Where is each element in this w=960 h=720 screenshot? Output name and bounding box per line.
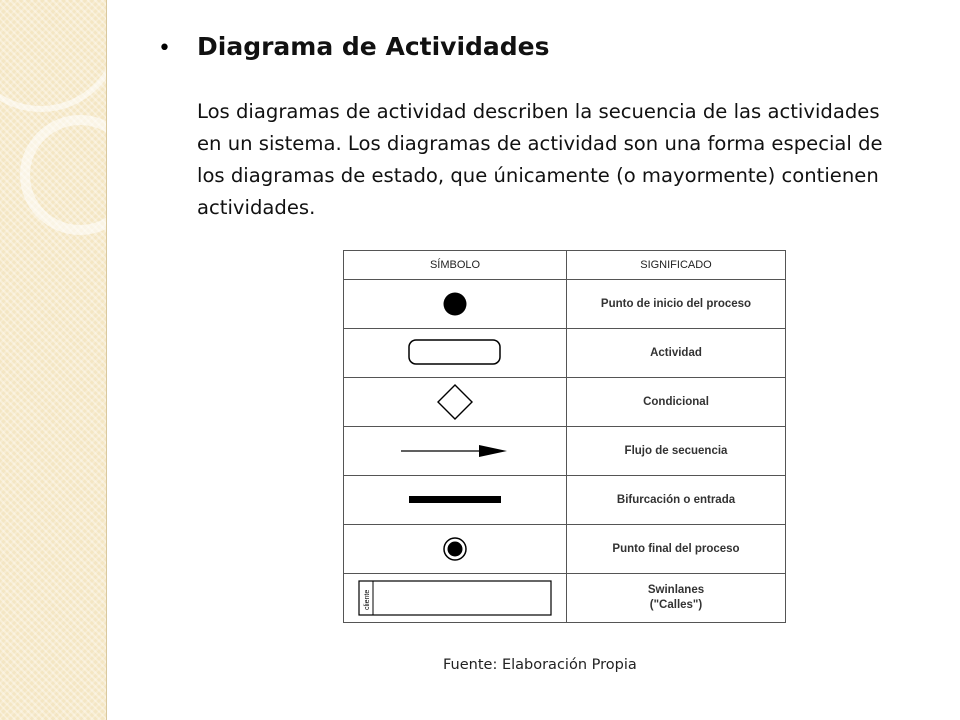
slide-title: Diagrama de Actividades xyxy=(197,32,550,61)
swimlane-label: cliente xyxy=(364,589,371,610)
header-meaning: SIGNIFICADO xyxy=(567,251,786,280)
table-row xyxy=(344,427,786,476)
meaning-cell: Actividad xyxy=(567,329,786,378)
decorative-sidebar xyxy=(0,0,107,720)
meaning-cell: Punto final del proceso xyxy=(567,525,786,574)
decorative-ring xyxy=(0,0,107,112)
table-row xyxy=(344,280,786,329)
table-row xyxy=(344,378,786,427)
table-header-row xyxy=(344,251,786,280)
filled-circle-icon xyxy=(440,289,470,319)
decorative-ring xyxy=(20,115,107,235)
meaning-cell: Bifurcación o entrada xyxy=(567,476,786,525)
meaning-cell: Flujo de secuencia xyxy=(567,427,786,476)
table-row xyxy=(344,476,786,525)
meaning-cell: Punto de inicio del proceso xyxy=(567,280,786,329)
symbol-table xyxy=(343,250,786,623)
diamond-icon xyxy=(435,382,475,422)
slide-paragraph: Los diagramas de actividad describen la secuencia de las actividades en un sistema. Los diagramas de actividad son una forma especial de los diagramas de estado, que únicamente (o mayormente) contienen actividades. xyxy=(197,100,883,219)
meaning-cell: Swinlanes ("Calles") xyxy=(567,574,786,623)
table-row xyxy=(344,525,786,574)
source-caption: Fuente: Elaboración Propia xyxy=(443,657,637,673)
swimlane-icon xyxy=(355,578,555,618)
bullseye-icon xyxy=(441,535,469,563)
rounded-rectangle-icon xyxy=(407,338,503,368)
arrow-icon xyxy=(399,441,511,461)
bullet-icon: • xyxy=(158,36,171,61)
table-row xyxy=(344,574,786,623)
header-symbol: SÍMBOLO xyxy=(344,251,567,280)
thick-bar-icon xyxy=(407,493,503,507)
table-row xyxy=(344,329,786,378)
meaning-cell: Condicional xyxy=(567,378,786,427)
